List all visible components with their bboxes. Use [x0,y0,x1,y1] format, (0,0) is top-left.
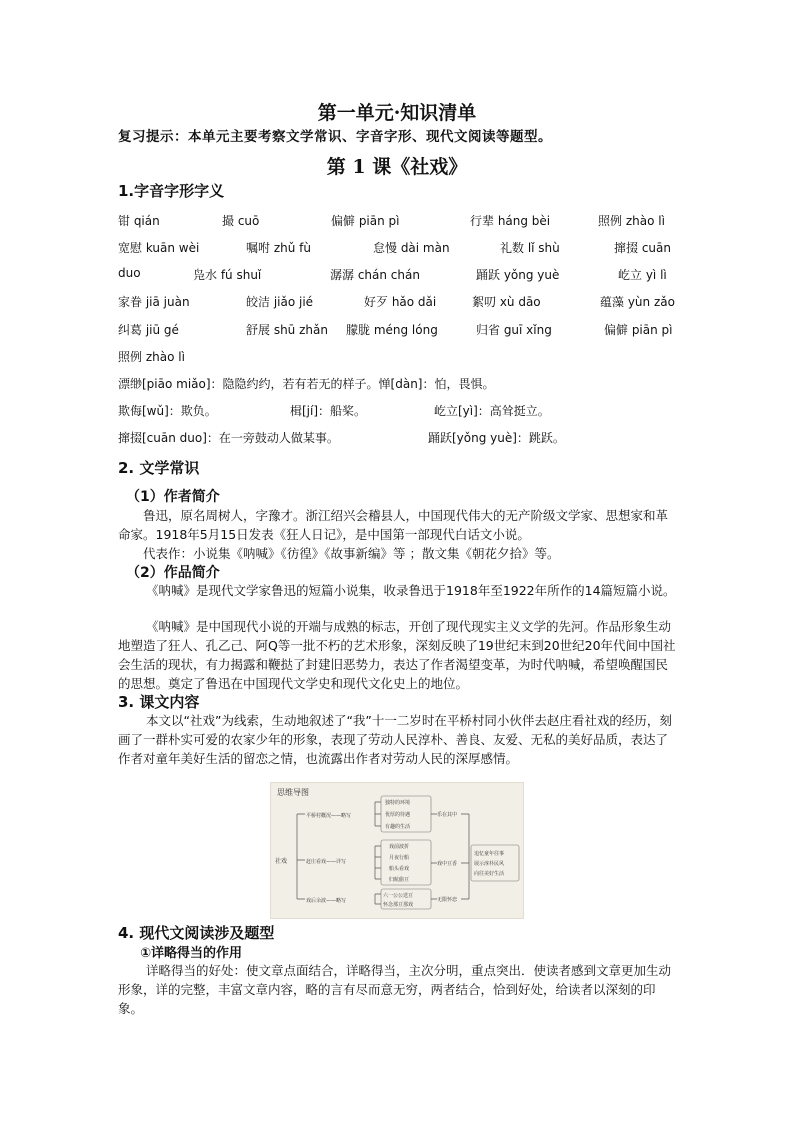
mind-map-diagram [271,783,523,918]
branch-overview: 平桥村概况——略写 [306,813,352,819]
word-item: duo [118,266,141,280]
summary-text: 追忆童年往事 [474,851,505,857]
word-item: 好歹 hǎo dǎi [364,295,437,309]
summary-text: 向往美好生活 [474,871,505,877]
word-item: 纠葛 jiū gé [118,323,179,337]
theme-text: 乐在其中 [437,812,458,818]
section-heading-3: 3. 课文内容 [118,693,200,711]
word-item: 照例 zhào lì [118,350,185,364]
mind-map-title: 思维导图 [277,788,309,797]
word-item: 礼数 lǐ shù [500,241,560,255]
word-item: 怠慢 dài màn [373,241,450,255]
word-item: 钳 qián [118,214,160,228]
word-item: 凫水 fú shuǐ [193,268,262,282]
reading-paragraph: 详略得当的好处：使文章点面结合，详略得当，主次分明，重点突出．使读者感到文章更加生动形象，详的完整，丰富文章内容，略的言有尽而意无穷，两者结合，恰到好处，给读者以深刻的印象。 [118,963,672,1016]
definition-line: 楫[jí]：船桨。 [290,404,367,418]
word-item: 行辈 háng bèi [470,214,551,228]
word-item: 朦胧 méng lóng [346,323,438,337]
mind-map [270,782,524,919]
word-item: 潺潺 chán chán [330,268,420,282]
section-heading-1: 1.字音字形字义 [118,182,225,200]
branch-watch-play: 赶庄看戏——详写 [306,859,347,865]
definition-line: 撺掇[cuān duo]：在一旁鼓动人做某事。 [118,431,339,445]
subsection-heading: （1）作者简介 [126,489,220,505]
word-item: 照例 zhào lì [598,214,665,228]
word-item: 偏僻 piān pì [331,214,400,228]
content-paragraph: 本文以“社戏”为线索，生动地叙述了“我”十一二岁时在平桥村同小伙伴去赵庄看社戏的经历，刻画了一群朴实可爱的农家少年的形象，表现了劳动人民淳朴、善良、友爱、无私的美好品质，表达了作者对童年美好生活的留恋之情，也流露出作者对劳动人民的深厚感情。 [118,713,672,766]
page-title: 第一单元·知识清单 [317,102,477,124]
mind-map-root: 社戏 [275,858,288,865]
leaf-text: 归航偷豆 [389,877,410,883]
leaf-text: 优厚的待遇 [385,812,411,818]
author-paragraph: 鲁迅，原名周树人，字豫才。浙江绍兴会稽县人，中国现代伟大的无产阶级文学家、思想家和革命家。1918年5月15日发表《狂人日记》，是中国第一部现代白话文小说。 [118,508,669,542]
definition-line: 欺侮[wǔ]：欺负。 [118,404,217,418]
theme-text: 无限怀恋 [437,897,458,903]
work-paragraph: 《呐喊》是现代文学家鲁迅的短篇小说集，收录鲁迅于1918年至1922年所作的14篇短篇小说。 [146,583,676,598]
root-brace [297,814,305,899]
word-item: 舒展 shū zhǎn [246,323,328,337]
word-item: 屹立 yì lì [618,268,667,282]
word-item: 皎洁 jiǎo jié [246,295,314,309]
word-item: 偏僻 piān pì [604,323,673,337]
word-item: 宽慰 kuān wèi [118,241,200,255]
work-paragraph: 《呐喊》是中国现代小说的开端与成熟的标志，开创了现代现实主义文学的先河。作品形象生动地塑造了狂人、孔乙己、阿Q等一批不朽的艺术形象，深刻反映了19世纪末到20世纪20年代间中国社会生活的现状，有力揭露和鞭挞了封建旧恶势力，表达了作者渴望变革，为时代呐喊，希望唤醒国民的思想。奠定了鲁迅在中国现代文学史和现代文化史上的地位。 [118,619,676,691]
definition-line: 踊跃[yǒng yuè]：跳跃。 [428,431,565,445]
leaf-text: 戏前波折 [389,844,410,850]
section-heading-2: 2. 文学常识 [118,459,200,477]
leaf-text: 有趣的生活 [385,824,411,830]
word-item: 踊跃 yǒng yuè [476,268,560,282]
summary-text: 展示淳朴民风 [474,861,505,867]
word-item: 撮 cuō [222,214,260,228]
leaf-text: 船头看戏 [389,866,410,872]
definition-line: 屹立[yì]：高耸挺立。 [434,404,550,418]
word-item: 絮叨 xù dāo [472,295,541,309]
word-item: 蕴藻 yùn zǎo [600,295,675,309]
word-item: 撺掇 cuān [614,241,671,255]
definition-line: 漂缈[piāo miǎo]：隐隐约约，若有若无的样子。惮[dàn]：怕，畏惧。 [118,377,495,391]
word-item: 归省 guī xǐng [476,323,552,337]
branch-aftermath: 戏后余波——略写 [306,898,347,904]
lesson-title: 第 1 课《社戏》 [326,156,468,178]
leaf-text: 怀念那豆那戏 [383,902,414,908]
leaf-text: 月夜行船 [389,855,410,861]
subsection-heading: （2）作品简介 [126,565,220,581]
section-heading-4: 4. 现代文阅读涉及题型 [118,924,275,942]
leaf-text: 六一公公送豆 [383,893,414,899]
theme-text: 戏中豆香 [437,861,458,867]
word-item: 家眷 jiā juàn [118,295,190,309]
leaf-text: 独特的环境 [385,800,411,806]
review-hint: 复习提示：本单元主要考察文学常识、字音字形、现代文阅读等题型。 [118,129,552,145]
subsection-heading: ①详略得当的作用 [140,946,243,961]
author-representative-works: 代表作：小说集《呐喊》《彷徨》《故事新编》等 ；散文集《朝花夕拾》等。 [143,546,560,561]
word-item: 嘱咐 zhǔ fù [246,241,311,255]
